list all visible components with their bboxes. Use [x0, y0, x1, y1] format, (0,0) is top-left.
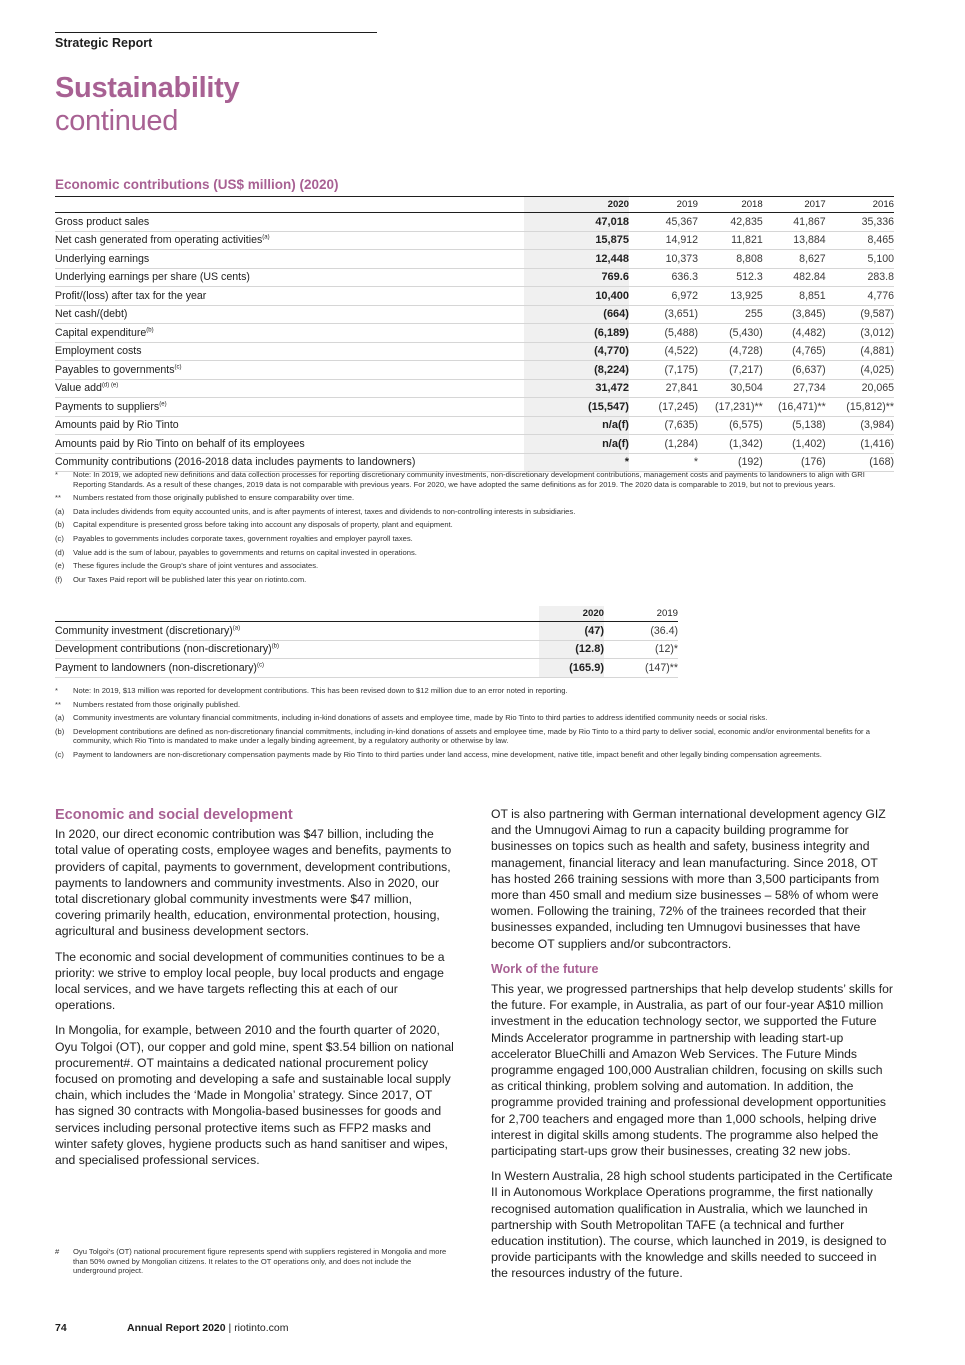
- table-cell: (6,575): [698, 416, 763, 435]
- row-label: [55, 250, 524, 269]
- paragraph: This year, we progressed partnerships that help develop students’ skills for the future. For example, in Australia, as part of our four-year A$10 million investment in the education technology sector, we supported the Future Minds Accelerator programme in partnership with leading start-up accelerator BlueChilli and Amazon Web Services. The Future Minds programme engaged 100,000 Australian children, focusing on skills such as critical thinking, problem solving and automation. In addition, the programme provided training and professional development opportunities for 2,700 teachers and engaged more than 1,000 schools, helping drive interest in digital skills among students. The programme also helped the participating start-ups grow their businesses, creating 32 new jobs.: [491, 982, 893, 1159]
- table-cell: (36.4): [604, 622, 678, 641]
- row-label: [55, 287, 524, 306]
- table-cell: (9,587): [826, 305, 894, 324]
- table-cell: (15,547): [524, 398, 629, 417]
- table-row: [55, 324, 894, 343]
- table-cell: 31,472: [524, 379, 629, 398]
- note-text: Value add is the sum of labour, payables to governments and returns on capital invested in operations.: [73, 547, 417, 557]
- note-mark: (b): [55, 520, 65, 530]
- table-cell: 13,925: [698, 287, 763, 306]
- table-cell: (4,770): [524, 342, 629, 361]
- note-mark: (e): [55, 561, 65, 571]
- col-year-2016: 2016: [826, 197, 894, 213]
- footnote-text: Oyu Tolgoi’s (OT) national procurement figure represents spend with suppliers registered in Mongolia and more than 50% owned by Mongolian citizens. It relates to the OT operations only, and does not include the underground project.: [73, 1247, 447, 1276]
- note-text: Development contributions are defined as non-discretionary financial commitments, including in-kind donations of assets and employee time, made by Rio Tinto to a third party to deliver social, economic and/or environmental benefits for a community, which Rio Tinto is mandated to make under a legally binding agreement, by a regulatory authority or otherwise by law.: [73, 726, 870, 746]
- table-cell: 12,448: [524, 250, 629, 269]
- paragraph: In 2020, our direct economic contribution was $47 billion, including the total value of operating costs, employee wages and benefits, payments to providers of capital, payments to government, development contributions, payments to landowners and community investments. Also in 2020, our total discretionary global community investments were $47 million, covering primarily health, education, environmental protection, housing, agricultural and business development sectors.: [55, 827, 452, 939]
- note-item: [55, 548, 895, 558]
- table-cell: (15,812)**: [826, 398, 894, 417]
- note-item: [55, 727, 895, 746]
- table-cell: 10,373: [629, 250, 698, 269]
- table-cell: 13,884: [763, 231, 826, 250]
- note-text: Community investments are voluntary financial commitments, including in-kind donations of assets and employee time, made by Rio Tinto to third parties to address identified community needs or social risks.: [73, 713, 768, 723]
- note-mark: (d): [55, 547, 65, 557]
- note-mark: **: [55, 493, 61, 503]
- note-mark: *: [55, 686, 58, 695]
- note-text: Data includes dividends from equity accounted units, and is after payments of interest, taxes and dividends to non-controlling interests in subsidiaries.: [73, 506, 576, 516]
- table-cell: (4,482): [763, 324, 826, 343]
- table-cell: 8,808: [698, 250, 763, 269]
- table-cell: 41,867: [763, 213, 826, 232]
- table-cell: (1,284): [629, 435, 698, 454]
- paragraph: OT is also partnering with German international development agency GIZ and the Umnugovi Aimag to run a capacity building programme for businesses on topics such as health and safety, business integrity and management, financial literacy and lean manufacturing. Since 2018, OT has hosted 266 training sessions with more than 3,500 participants from more than 450 small and medium size businesses – 58% of whom were women. Following the training, 72% of the trainees recorded that their businesses expanded, including ten Umnugovi businesses that have become OT suppliers and/or subcontractors.: [491, 807, 886, 951]
- row-label: [55, 659, 539, 678]
- section-heading-economic: Economic and social development: [55, 807, 293, 823]
- left-column: [55, 807, 455, 1177]
- table-row: [55, 305, 894, 324]
- procurement-footnote: [55, 1247, 450, 1276]
- table-row: [55, 231, 894, 250]
- table-row: [55, 379, 894, 398]
- row-label-text: Employment costs: [55, 345, 142, 358]
- table-row: [55, 622, 678, 641]
- col-year-2017: 2017: [763, 197, 826, 213]
- note-text: These figures include the Group’s share of joint ventures and associates.: [73, 561, 319, 571]
- table-cell: 4,776: [826, 287, 894, 306]
- table-row: [55, 659, 678, 678]
- table-cell: (192): [698, 453, 763, 472]
- row-label: [55, 305, 524, 324]
- community-table-notes: [55, 686, 895, 764]
- row-label: [55, 640, 539, 659]
- row-label-note: (c): [256, 662, 264, 669]
- table-cell: 11,821: [698, 231, 763, 250]
- table-row: [55, 342, 894, 361]
- row-label-text: Community contributions (2016-2018 data includes payments to landowners): [55, 456, 416, 469]
- row-label-text: Net cash generated from operating activities: [55, 234, 263, 247]
- table-cell: (4,765): [763, 342, 826, 361]
- table-cell: (6,189): [524, 324, 629, 343]
- row-label-note: (e): [159, 401, 167, 408]
- table-cell: 5,100: [826, 250, 894, 269]
- table-cell: (17,245): [629, 398, 698, 417]
- table-cell: 482.84: [763, 268, 826, 287]
- table-row: [55, 398, 894, 417]
- note-item: [55, 561, 895, 571]
- row-label-note: (d) (e): [101, 382, 119, 389]
- row-label: [55, 342, 524, 361]
- table-cell: (1,342): [698, 435, 763, 454]
- table-row: [55, 361, 894, 380]
- paragraph: In Mongolia, for example, between 2010 and the fourth quarter of 2020, Oyu Tolgoi (OT), our copper and gold mine, spent $3.54 billion on national procurement#. OT maintains a dedicated national procurement policy focused on promoting and developing a safe and sustainable local supply chain, which includes the ‘Made in Mongolia’ strategy. Since 2017, OT has signed 30 contracts with Mongolia-based businesses for goods and services including personal protective items such as FFP2 masks and winter safety gloves, hygiene products such as hand sanitiser and wipes, and specialised professional services.: [55, 1023, 454, 1168]
- note-mark: (c): [55, 749, 64, 759]
- table-cell: 30,504: [698, 379, 763, 398]
- table-cell: (4,881): [826, 342, 894, 361]
- note-mark: (a): [55, 506, 65, 516]
- footer-separator: |: [228, 1322, 232, 1334]
- col-year-2020: 2020: [539, 606, 604, 622]
- col-year-2020: 2020: [524, 197, 629, 213]
- table-cell: (7,635): [629, 416, 698, 435]
- note-text: Numbers restated from those originally published.: [73, 699, 241, 709]
- row-label-text: Development contributions (non-discretionary): [55, 643, 272, 656]
- row-label: [55, 435, 524, 454]
- table-cell: (4,522): [629, 342, 698, 361]
- row-label-note: (a): [262, 234, 270, 241]
- table-cell: (47): [539, 622, 604, 641]
- page-title: Sustainability: [55, 72, 240, 104]
- table-cell: (3,984): [826, 416, 894, 435]
- table-header-row: [55, 606, 678, 622]
- note-mark: (f): [55, 574, 63, 584]
- table-row: [55, 287, 894, 306]
- table-cell: 512.3: [698, 268, 763, 287]
- table-cell: *: [629, 453, 698, 472]
- row-label-text: Profit/(loss) after tax for the year: [55, 289, 207, 302]
- table-cell: (12.8): [539, 640, 604, 659]
- note-text: Payables to governments includes corporate taxes, government royalties and employer payroll taxes.: [73, 533, 413, 543]
- table-cell: (8,224): [524, 361, 629, 380]
- table-cell: (147)**: [604, 659, 678, 678]
- row-label-text: Underlying earnings per share (US cents): [55, 271, 250, 284]
- note-item: [55, 700, 895, 710]
- row-label-text: Net cash/(debt): [55, 308, 128, 321]
- row-label-text: Capital expenditure: [55, 326, 147, 339]
- row-label-note: (c): [174, 364, 182, 371]
- table-cell: 10,400: [524, 287, 629, 306]
- row-label: [55, 379, 524, 398]
- table-row: [55, 416, 894, 435]
- table-cell: (5,430): [698, 324, 763, 343]
- table-cell: (4,025): [826, 361, 894, 380]
- table-cell: (3,012): [826, 324, 894, 343]
- table-cell: 8,851: [763, 287, 826, 306]
- paragraph: In Western Australia, 28 high school students participated in the Certificate II in Autonomous Workplace Operations programme, the first nationally recognised automation qualification in Australia, which we launched in partnership with South Metropolitan TAFE (a technical and further education institution). The course, which launched in 2019, is designed to provide participants with the knowledge and skills needed to succeed in the resources industry of the future.: [491, 1169, 893, 1281]
- table-cell: (16,471)**: [763, 398, 826, 417]
- page-number: 74: [55, 1322, 67, 1334]
- row-label-text: Amounts paid by Rio Tinto on behalf of its employees: [55, 437, 305, 450]
- note-item: [55, 713, 895, 723]
- econ-contributions-table: [55, 197, 894, 472]
- table-row: [55, 250, 894, 269]
- table-cell: 283.8: [826, 268, 894, 287]
- table-cell: (1,416): [826, 435, 894, 454]
- right-column: [491, 806, 893, 1291]
- row-label-text: Payments to suppliers: [55, 400, 160, 413]
- top-rule: [55, 32, 377, 33]
- note-item: [55, 470, 895, 489]
- note-item: [55, 520, 895, 530]
- table-cell: 27,841: [629, 379, 698, 398]
- table-cell: 20,065: [826, 379, 894, 398]
- paragraph: The economic and social development of communities continues to be a priority: we strive to employ local people, buy local products and engage local services, and we have targets reflecting this at each of our operations.: [55, 949, 445, 1013]
- note-item: [55, 575, 895, 585]
- row-label: [55, 213, 524, 232]
- table-row: [55, 453, 894, 472]
- row-label: [55, 324, 524, 343]
- table-cell: 15,875: [524, 231, 629, 250]
- row-label-note: (b): [271, 643, 280, 650]
- row-label-text: Payment to landowners (non-discretionary): [55, 661, 257, 674]
- note-text: Our Taxes Paid report will be published later this year on riotinto.com.: [73, 574, 307, 584]
- row-label-text: Amounts paid by Rio Tinto: [55, 419, 179, 432]
- table-cell: (176): [763, 453, 826, 472]
- table-cell: 6,972: [629, 287, 698, 306]
- table-cell: 27,734: [763, 379, 826, 398]
- table-row: [55, 640, 678, 659]
- col-year-2018: 2018: [698, 197, 763, 213]
- table-cell: (165.9): [539, 659, 604, 678]
- note-mark: *: [55, 470, 58, 479]
- table-header-row: [55, 197, 894, 213]
- table-cell: (5,138): [763, 416, 826, 435]
- note-item: [55, 750, 895, 760]
- row-label: [55, 622, 539, 641]
- table-row: [55, 435, 894, 454]
- page-subtitle: continued: [55, 105, 179, 137]
- note-item: [55, 534, 895, 544]
- note-text: Note: In 2019, $13 million was reported for development contributions. This has been revised down to $12 million due to an error noted in reporting.: [73, 686, 568, 695]
- table-cell: (1,402): [763, 435, 826, 454]
- row-label-text: Payables to governments: [55, 363, 175, 376]
- row-label: [55, 398, 524, 417]
- table-cell: (3,845): [763, 305, 826, 324]
- row-label-text: Value add: [55, 382, 102, 395]
- note-text: Numbers restated from those originally published to ensure comparability over time.: [73, 493, 355, 503]
- note-mark: (b): [55, 726, 65, 736]
- section-label: Strategic Report: [55, 36, 153, 50]
- table-cell: 255: [698, 305, 763, 324]
- table-cell: 35,336: [826, 213, 894, 232]
- table-cell: (3,651): [629, 305, 698, 324]
- table-cell: (4,728): [698, 342, 763, 361]
- table-cell: 8,627: [763, 250, 826, 269]
- table-cell: (168): [826, 453, 894, 472]
- table-cell: 42,835: [698, 213, 763, 232]
- table-cell: 47,018: [524, 213, 629, 232]
- econ-table-notes: [55, 470, 895, 588]
- row-label: [55, 361, 524, 380]
- table-cell: (12)*: [604, 640, 678, 659]
- col-year-2019: 2019: [604, 606, 678, 622]
- table-cell: *: [524, 453, 629, 472]
- row-label-text: Underlying earnings: [55, 252, 150, 265]
- table-cell: (7,175): [629, 361, 698, 380]
- row-label: [55, 268, 524, 287]
- note-item: [55, 507, 895, 517]
- row-label-text: Community investment (discretionary): [55, 624, 233, 637]
- table-cell: (664): [524, 305, 629, 324]
- community-table: [55, 606, 678, 678]
- note-text: Note: In 2019, we adopted new definitions and data collection processes for reporting discretionary community investments, non-discretionary development contributions, management costs and payments to landowners to align with GRI Reporting Standards. As a result of these changes, 2019 data is not comparable with previous years. For 2020, we have adopted the same definitions as for 2019. The 2020 data is comparable to 2019, but not to previous years.: [73, 470, 865, 489]
- row-label: [55, 231, 524, 250]
- table-cell: 636.3: [629, 268, 698, 287]
- table-row: [55, 213, 894, 232]
- table-cell: n/a(f): [524, 416, 629, 435]
- note-mark: **: [55, 699, 61, 709]
- row-label: [55, 416, 524, 435]
- table-cell: (5,488): [629, 324, 698, 343]
- note-text: Capital expenditure is presented gross before taking into account any disposals of property, plant and equipment.: [73, 520, 453, 530]
- page-footer: [55, 1322, 288, 1334]
- note-mark: (a): [55, 713, 65, 723]
- table-cell: (6,637): [763, 361, 826, 380]
- table-row: [55, 268, 894, 287]
- econ-table-heading: Economic contributions (US$ million) (2020): [55, 177, 339, 192]
- table-cell: 14,912: [629, 231, 698, 250]
- table-cell: n/a(f): [524, 435, 629, 454]
- table-cell: (17,231)**: [698, 398, 763, 417]
- table-cell: (7,217): [698, 361, 763, 380]
- note-text: Payment to landowners are non-discretionary compensation payments made by Rio Tinto to third parties under land access, mine development, native title, impact benefit and other legally binding compensation agreements.: [73, 749, 822, 759]
- note-item: [55, 493, 895, 503]
- report-name: Annual Report 2020: [127, 1322, 226, 1334]
- row-label-note: (b): [146, 327, 154, 334]
- section-heading-work-future: Work of the future: [491, 961, 599, 976]
- note-item: [55, 686, 895, 696]
- table-cell: 769.6: [524, 268, 629, 287]
- row-label-note: (a): [232, 625, 241, 632]
- footer-site-link[interactable]: riotinto.com: [234, 1322, 289, 1334]
- table-cell: 8,465: [826, 231, 894, 250]
- table-cell: 45,367: [629, 213, 698, 232]
- footnote-mark: #: [55, 1247, 60, 1256]
- note-mark: (c): [55, 533, 64, 543]
- row-label-text: Gross product sales: [55, 215, 150, 228]
- col-year-2019: 2019: [629, 197, 698, 213]
- row-label: [55, 453, 524, 472]
